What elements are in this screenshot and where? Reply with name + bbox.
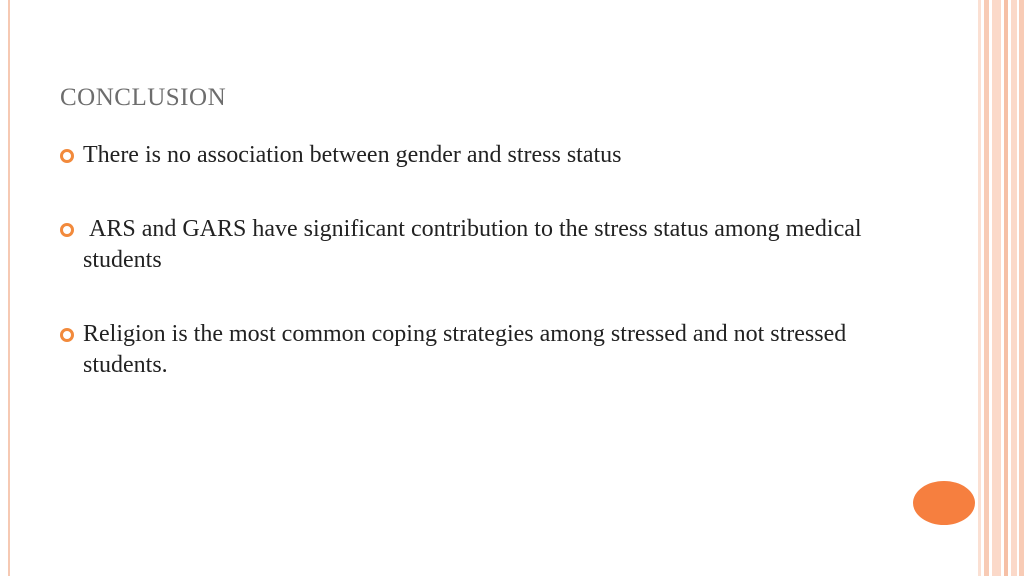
stripe bbox=[978, 0, 981, 576]
stripe bbox=[1004, 0, 1008, 576]
circle-bullet-icon bbox=[60, 328, 74, 342]
stripe bbox=[992, 0, 1001, 576]
bullet-list bbox=[60, 140, 920, 381]
stripe bbox=[1011, 0, 1017, 576]
bullet-item bbox=[60, 319, 920, 381]
bullet-text: Religion is the most common coping strategies among stressed and not stressed students. bbox=[83, 321, 847, 378]
circle-bullet-icon bbox=[60, 223, 74, 237]
bullet-text: There is no association between gender and stress status bbox=[83, 142, 622, 168]
stripe bbox=[984, 0, 989, 576]
bullet-text: ARS and GARS have significant contribution to the stress status among medical students bbox=[83, 216, 868, 273]
bullet-item bbox=[60, 140, 920, 171]
slide-title: CONCLUSION bbox=[60, 84, 227, 111]
stripe bbox=[1019, 0, 1024, 576]
left-border-line bbox=[8, 0, 10, 576]
right-decorative-stripes bbox=[978, 0, 1024, 576]
circle-bullet-icon bbox=[60, 149, 74, 163]
bullet-item bbox=[60, 214, 920, 276]
orange-circle-icon bbox=[913, 481, 975, 525]
